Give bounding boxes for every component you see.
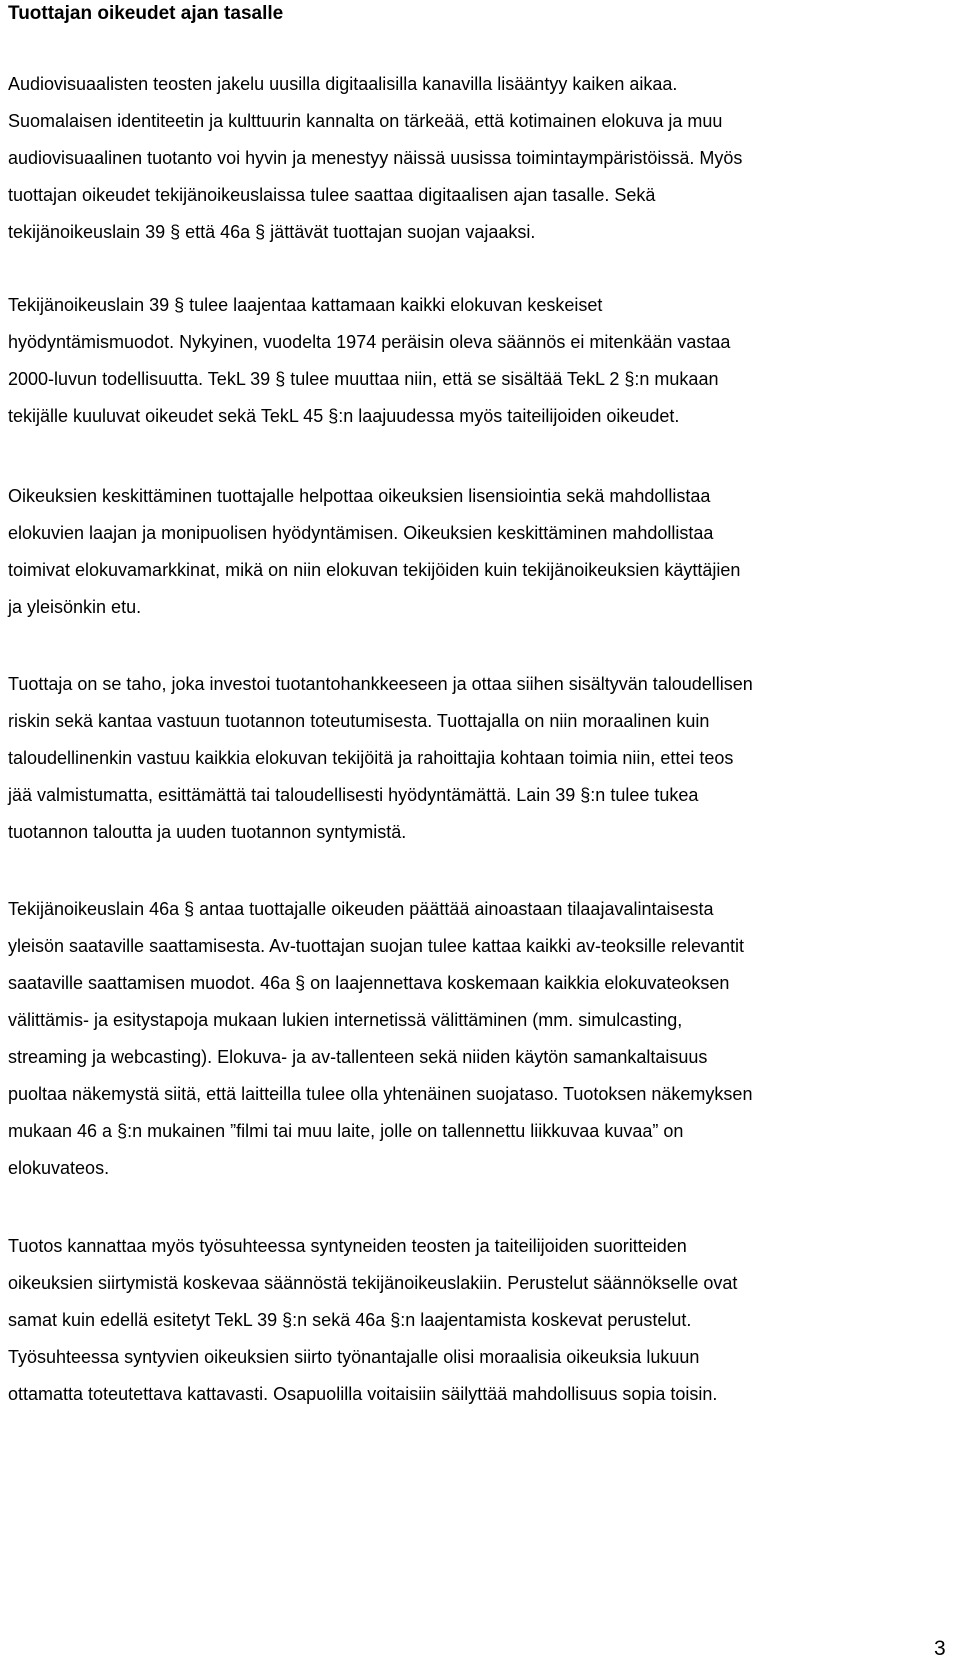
text-line: Tuotos kannattaa myös työsuhteessa syntyneiden teosten ja taiteilijoiden suoritteiden: [8, 1236, 687, 1256]
text-line: oikeuksien siirtymistä koskevaa säännöstä tekijänoikeuslakiin. Perustelut säännökselle ovat: [8, 1273, 738, 1293]
text-line: hyödyntämismuodot. Nykyinen, vuodelta 1974 peräisin oleva säännös ei mitenkään vastaa: [8, 332, 731, 352]
text-line: saataville saattamisen muodot. 46a § on laajennettava koskemaan kaikkia elokuvateoksen: [8, 973, 730, 993]
text-line: ja yleisönkin etu.: [8, 597, 142, 617]
text-line: Suomalaisen identiteetin ja kulttuurin kannalta on tärkeää, että kotimainen elokuva ja muu: [8, 111, 723, 131]
text-line: Tekijänoikeuslain 46a § antaa tuottajalle oikeuden päättää ainoastaan tilaajavalintaisesta: [8, 899, 714, 919]
text-line: tuottajan oikeudet tekijänoikeuslaissa tulee saattaa digitaalisen ajan tasalle. Sekä: [8, 185, 656, 205]
paragraph-producer-role: [8, 666, 753, 851]
text-line: Työsuhteessa syntyvien oikeuksien siirto työnantajalle olisi moraalisia oikeuksia lukuun: [8, 1347, 700, 1367]
text-line: Audiovisuaalisten teosten jakelu uusilla digitaalisilla kanavilla lisääntyy kaiken aikaa.: [8, 74, 678, 94]
text-line: Oikeuksien keskittäminen tuottajalle helpottaa oikeuksien lisensiointia sekä mahdollistaa: [8, 486, 711, 506]
page-number: 3: [934, 1637, 946, 1660]
text-line: audiovisuaalinen tuotanto voi hyvin ja menestyy näissä uusissa toimintaympäristöissä. Myös: [8, 148, 743, 168]
text-line: välittämis- ja esitystapoja mukaan lukien internetissä välittäminen (mm. simulcasting,: [8, 1010, 683, 1030]
paragraph-section-46a: [8, 891, 752, 1187]
text-line: elokuvien laajan ja monipuolisen hyödyntämisen. Oikeuksien keskittäminen mahdollistaa: [8, 523, 714, 543]
text-line: yleisön saataville saattamisesta. Av-tuottajan suojan tulee kattaa kaikki av-teoksille relevantit: [8, 936, 745, 956]
paragraph-section-39: [8, 287, 730, 435]
document-title: Tuottajan oikeudet ajan tasalle: [8, 3, 284, 24]
text-line: Tuottaja on se taho, joka investoi tuotantohankkeeseen ja ottaa siihen sisältyvän taloudellisen: [8, 674, 753, 694]
text-line: toimivat elokuvamarkkinat, mikä on niin elokuvan tekijöiden kuin tekijänoikeuksien käyttäjien: [8, 560, 741, 580]
paragraph-employment-rights: [8, 1228, 737, 1413]
text-line: streaming ja webcasting). Elokuva- ja av-tallenteen sekä niiden käytön samankaltaisuus: [8, 1047, 708, 1067]
text-line: riskin sekä kantaa vastuun tuotannon toteutumisesta. Tuottajalla on niin moraalinen kuin: [8, 711, 710, 731]
text-line: puoltaa näkemystä siitä, että laitteilla tulee olla yhtenäinen suojataso. Tuotoksen näkemyksen: [8, 1084, 753, 1104]
paragraph-rights-centralization: [8, 478, 740, 626]
text-line: tuotannon taloutta ja uuden tuotannon syntymistä.: [8, 822, 407, 842]
text-line: samat kuin edellä esitetyt TekL 39 §:n sekä 46a §:n laajentamista koskevat perustelut.: [8, 1310, 692, 1330]
text-line: tekijänoikeuslain 39 § että 46a § jättävät tuottajan suojan vajaaksi.: [8, 222, 536, 242]
text-line: elokuvateos.: [8, 1158, 110, 1178]
text-line: tekijälle kuuluvat oikeudet sekä TekL 45 §:n laajuudessa myös taiteilijoiden oikeudet.: [8, 406, 680, 426]
text-line: Tekijänoikeuslain 39 § tulee laajentaa kattamaan kaikki elokuvan keskeiset: [8, 295, 603, 315]
text-line: jää valmistumatta, esittämättä tai taloudellisesti hyödyntämättä. Lain 39 §:n tulee tukea: [8, 785, 699, 805]
text-line: ottamatta toteutettava kattavasti. Osapuolilla voitaisiin säilyttää mahdollisuus sopia toisin.: [8, 1384, 718, 1404]
text-line: 2000-luvun todellisuutta. TekL 39 § tulee muuttaa niin, että se sisältää TekL 2 §:n mukaan: [8, 369, 719, 389]
text-line: mukaan 46 a §:n mukainen ”filmi tai muu laite, jolle on tallennettu liikkuvaa kuvaa” on: [8, 1121, 684, 1141]
text-line: taloudellinenkin vastuu kaikkia elokuvan tekijöitä ja rahoittajia kohtaan toimia niin, ettei teos: [8, 748, 734, 768]
paragraph-digital-distribution: [8, 66, 742, 251]
